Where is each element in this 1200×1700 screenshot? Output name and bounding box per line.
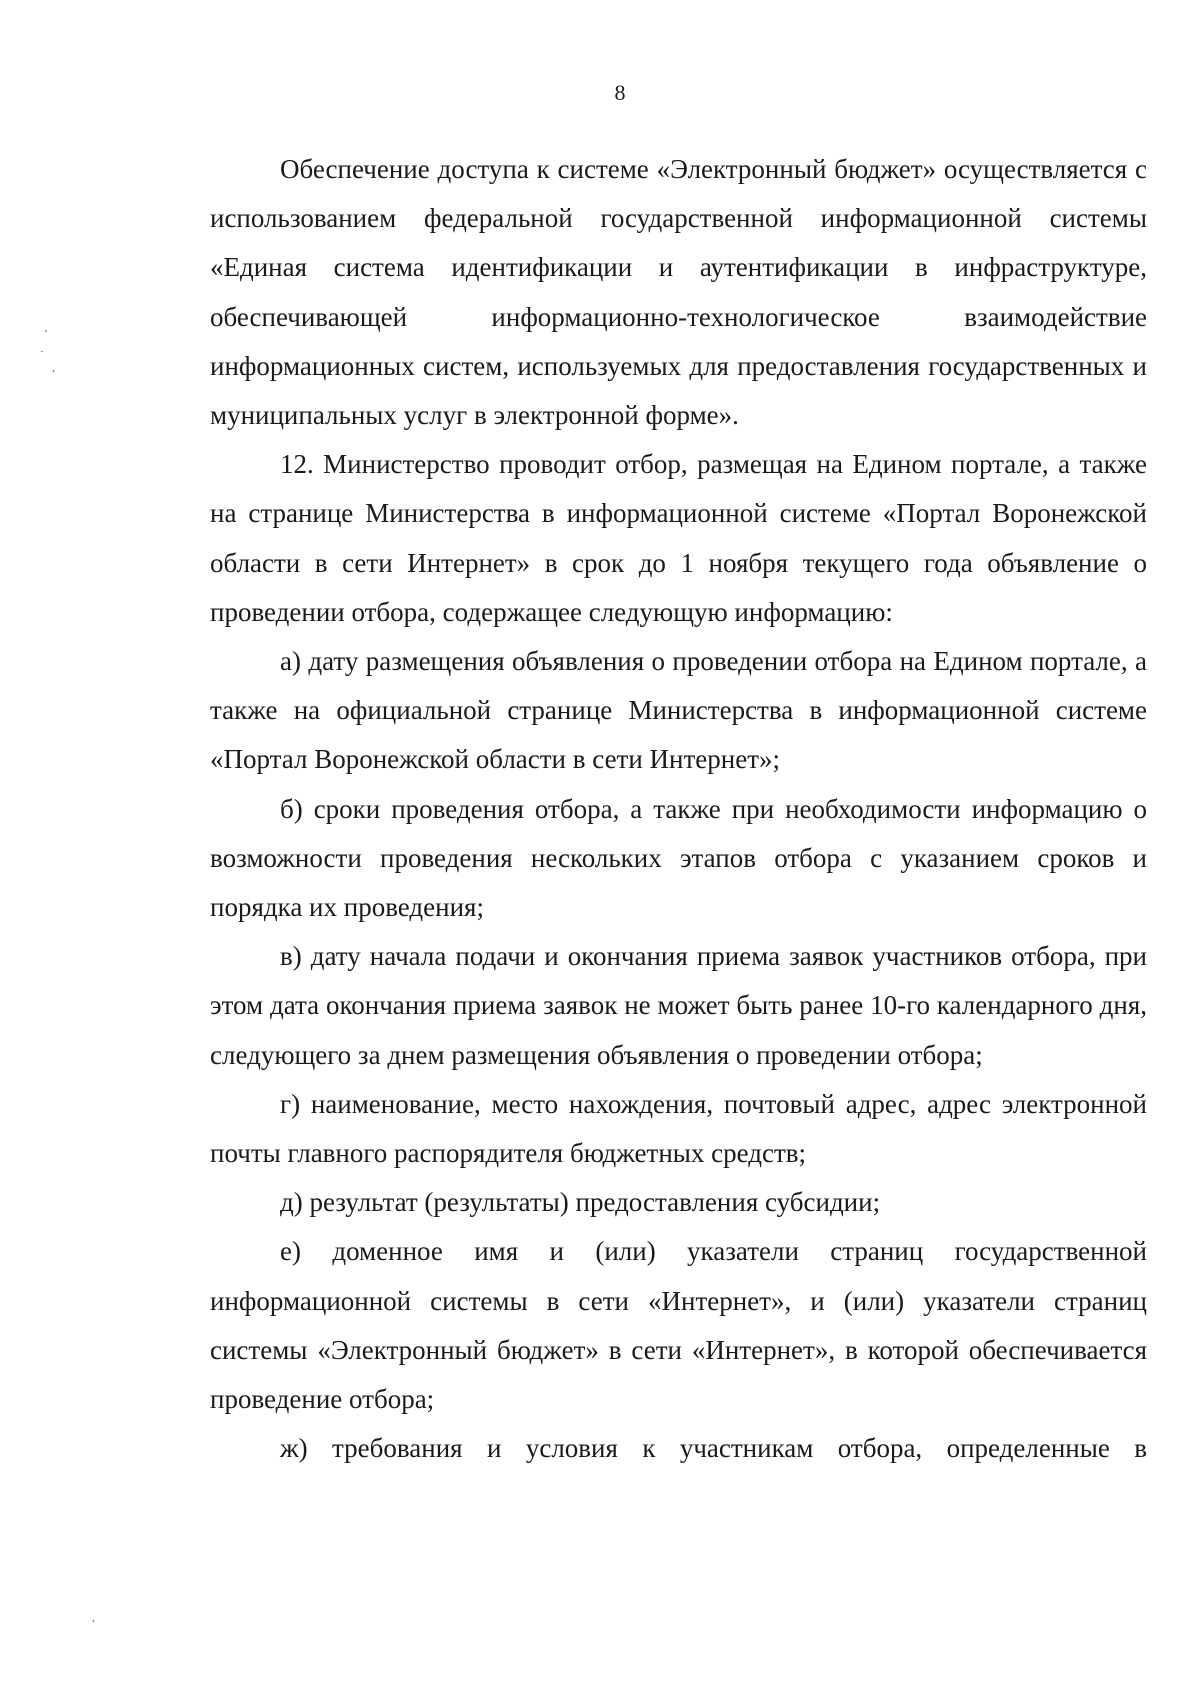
scan-speck: , (52, 362, 55, 374)
list-item-b: б) сроки проведения отбора, а также при необходимости информацию о возможности проведения нескольких этапов отбора с указанием сроков и порядка их проведения; (210, 793, 1147, 923)
list-item-a: а) дату размещения объявления о проведении отбора на Едином портале, а также на официальной странице Министерства в информационной системе «Портал Воронежской области в сети Интернет»; (210, 646, 1147, 775)
list-item-d: д) результат (результаты) предоставления субсидии; (280, 1187, 881, 1218)
scan-speck: · (40, 346, 44, 358)
scan-speck: , (92, 1612, 95, 1624)
list-item-v: в) дату начала подачи и окончания приема заявок участников отбора, при этом дата окончания приема заявок не может быть ранее 10-го календарного дня, следующего за днем размещения объявления о проведении отбора; (210, 941, 1147, 1070)
document-body (210, 145, 1147, 1473)
list-item-g: г) наименование, место нахождения, почтовый адрес, адрес электронной почты главного распорядителя бюджетных средств; (210, 1088, 1147, 1169)
list-item-e: е) доменное имя и (или) указатели страниц государственной информационной системы в сети «Интернет», и (или) указатели страниц системы «Электронный бюджет» в сети «Интернет», в которой обеспечивается проведение отбора; (210, 1236, 1147, 1415)
page-number: 8 (614, 80, 626, 105)
scan-speck: ʼ (44, 328, 48, 340)
paragraph-access-electronic-budget: Обеспечение доступа к системе «Электронный бюджет» осуществляется с использованием федеральной государственной информационной системы «Единая система идентификации и аутентификации в инфраструктуре, обеспечивающей информационно-технологическое взаимодействие информационных систем, используемых для предоставления государственных и муниципальных услуг в электронной форме». (210, 154, 1147, 431)
list-item-zh: ж) требования и условия к участникам отбора, определенные в (280, 1433, 1147, 1464)
paragraph-12-selection-announcement: 12. Министерство проводит отбор, размещая на Едином портале, а также на странице Министерства в информационной системе «Портал Воронежской области в сети Интернет» в срок до 1 ноября текущего года объявление о проведении отбора, содержащее следующую информацию: (210, 449, 1147, 627)
